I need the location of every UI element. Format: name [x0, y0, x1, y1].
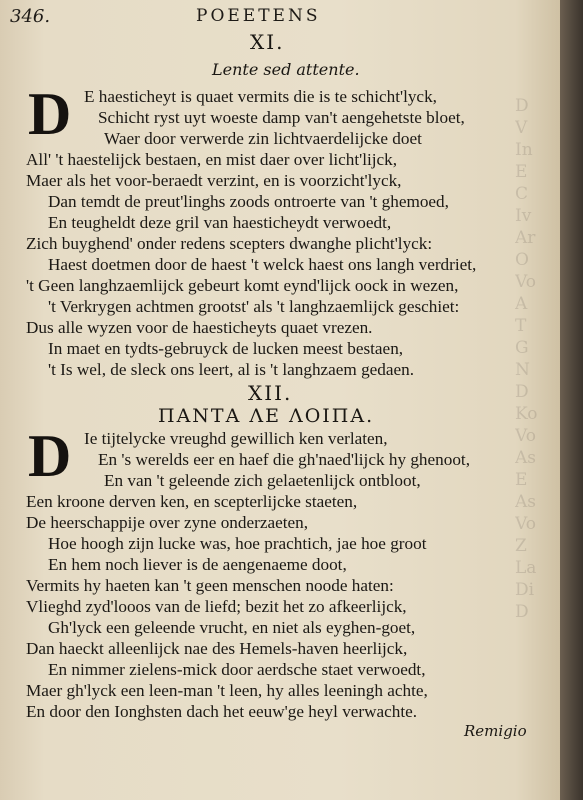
- verse-line: In maet en tydts-gebruyck de lucken meest bestaen,: [48, 339, 404, 358]
- verse-line: Ie tijtelycke vreughd gewillich ken verlaten,: [84, 429, 388, 448]
- show-through-text: D V In E C Iv Ar O Vo A T G N D Ko Vo As E As Vo Z La Di D: [515, 96, 538, 622]
- verse-line: All' 't haestelijck bestaen, en mist daer over licht'lijck,: [26, 150, 398, 169]
- poem-number: XII.: [248, 381, 293, 405]
- verse-line: En hem noch liever is de aengenaeme doot,: [48, 555, 347, 574]
- verse-line: En nimmer zielens-mick door aerdsche staet verwoedt,: [48, 660, 426, 679]
- verse-line: En van 't geleende zich gelaetenlijck ontbloot,: [104, 471, 421, 490]
- verse-line: Gh'lyck een geleende vrucht, en niet als eyghen-goet,: [48, 618, 416, 637]
- verse-line: 't Verkrygen achtmen grootst' als 't langhzaemlijck geschiet:: [48, 297, 460, 316]
- verse-line: Vlieghd zyd'looos van de liefd; bezit het zo afkeerlijck,: [26, 597, 407, 616]
- verse-line: En door den Ionghsten dach het eeuw'ge heyl verwachte.: [26, 702, 418, 721]
- verse-line: En teugheldt deze gril van haesticheydt verwoedt,: [48, 213, 392, 232]
- verse-line: Haest doetmen door de haest 't welck haest ons langh verdriet,: [48, 255, 477, 274]
- verse-line: Dus alle wyzen voor de haesticheyts quaet vrezen.: [26, 318, 373, 337]
- verse-line: De heerschappije over zyne onderzaeten,: [26, 513, 309, 532]
- signature: Remigio: [464, 722, 527, 740]
- page-header: [0, 4, 560, 26]
- poem-motto: Lente sed attente.: [212, 60, 360, 79]
- page-edge-shadow: [560, 0, 583, 800]
- verse-line: En 's werelds eer en haef die gh'naed'lijck hy ghenoot,: [98, 450, 471, 469]
- verse-line: Een kroone derven ken, en scepterlijcke staeten,: [26, 492, 358, 511]
- verse-line: Schicht ryst uyt woeste damp van't aengehetste bloet,: [98, 108, 465, 127]
- verse-line: Hoe hoogh zijn lucke was, hoe prachtich, jae hoe groot: [48, 534, 427, 553]
- drop-cap: D: [28, 81, 72, 147]
- drop-cap: D: [28, 423, 72, 489]
- verse-line: Maer gh'lyck een leen-man 't leen, hy alles leeningh achte,: [26, 681, 428, 700]
- running-head: POEETENS: [196, 6, 321, 26]
- page-number: 346.: [10, 6, 51, 27]
- verse-line: Zich buyghend' onder redens scepters dwanghe plicht'lyck:: [26, 234, 433, 253]
- verse-line: Maer als het voor-beraedt verzint, en is voorzicht'lyck,: [26, 171, 402, 190]
- verse-line: Waer door verwerde zin lichtvaerdelijcke doet: [104, 129, 422, 148]
- verse-line: 't Is wel, de sleck ons leert, al is 't langhzaem gedaen.: [48, 360, 415, 379]
- verse-line: Dan haeckt alleenlijck nae des Hemels-haven heerlijck,: [26, 639, 408, 658]
- verse-line: Vermits hy haeten kan 't geen menschen noode haten:: [26, 576, 394, 595]
- verse-line: E haesticheyt is quaet vermits die is te schicht'lyck,: [84, 87, 437, 106]
- verse-line: 't Geen langhzaemlijck gebeurt komt eynd'lijck oock in wezen,: [26, 276, 459, 295]
- verse-line: Dan temdt de preut'linghs zoods ontroerte van 't ghemoed,: [48, 192, 449, 211]
- poem-motto: ΠΑΝΤΑ ΛΕ ΛΟΙΠΑ.: [158, 405, 375, 427]
- poem-number: XI.: [250, 30, 285, 54]
